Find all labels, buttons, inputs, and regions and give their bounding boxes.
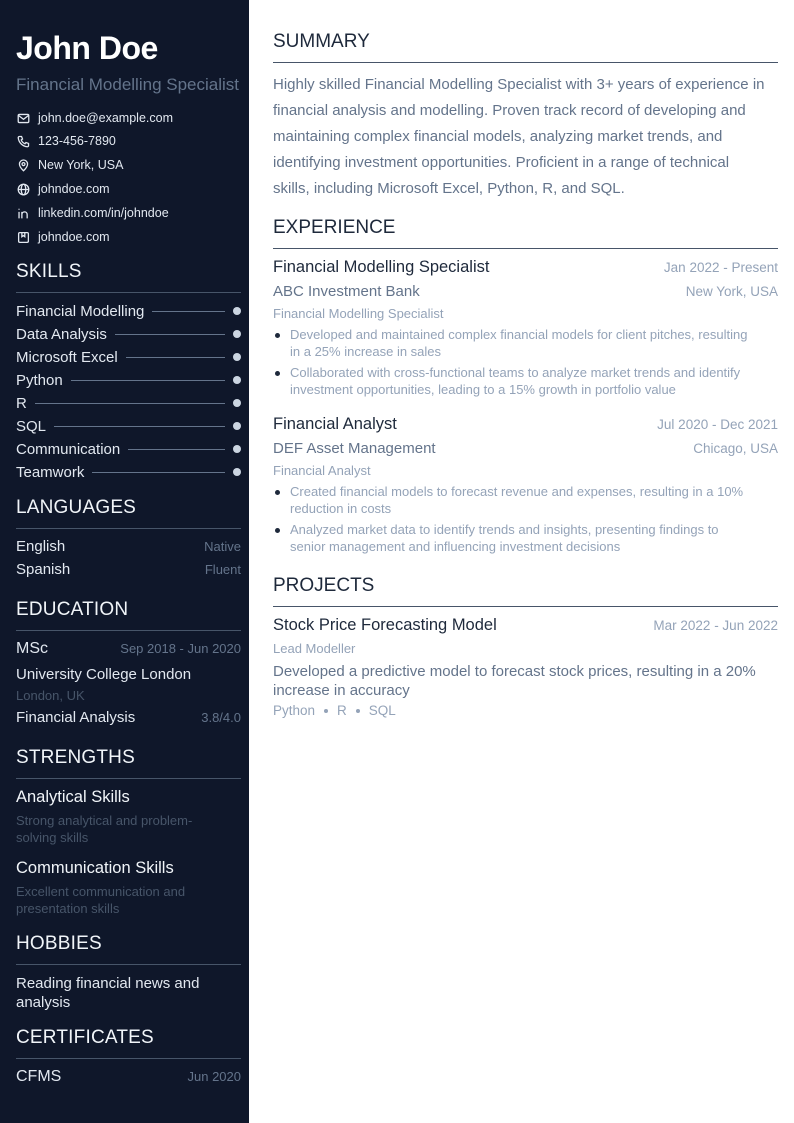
skill-level-dot [233, 376, 241, 384]
strength-desc-line: Strong analytical and problem- [16, 813, 193, 828]
skill-level-dot [233, 307, 241, 315]
project-header [273, 616, 778, 635]
projects-heading: PROJECTS [273, 575, 375, 596]
skill-item: Financial Modelling [16, 301, 241, 321]
certificate-date: Jun 2020 [187, 1069, 241, 1084]
project-description: Developed a predictive model to forecast stock prices, resulting in a 20% increase in accuracy [273, 663, 756, 699]
education-dates: Sep 2018 - Jun 2020 [120, 641, 241, 656]
skill-level-dot [233, 353, 241, 361]
contact-email[interactable] [16, 109, 173, 127]
job-bullets [273, 326, 778, 402]
globe-icon [16, 182, 30, 196]
skill-level-dot [233, 330, 241, 338]
project-keyword: SQL [368, 703, 396, 718]
project-role: Lead Modeller [273, 641, 356, 656]
job-title: Financial Modelling Specialist [273, 258, 490, 276]
summary-line: Highly skilled Financial Modelling Specialist with 3+ years of experience in [273, 76, 765, 93]
education-field: Financial Analysis [16, 709, 136, 726]
project-keywords [273, 703, 396, 718]
skill-item: R [16, 393, 241, 413]
candidate-name: John Doe [16, 30, 158, 66]
summary-text [273, 72, 778, 202]
project-title: Stock Price Forecasting Model [273, 616, 497, 634]
contact-location-text: New York, USA [38, 158, 124, 172]
education-school: University College London [16, 666, 192, 683]
job-company-row [273, 440, 778, 457]
education-divider [16, 630, 241, 631]
mail-icon [16, 111, 30, 125]
skill-item: Microsoft Excel [16, 347, 241, 367]
candidate-role: Financial Modelling Specialist [16, 75, 240, 94]
skill-item: Communication [16, 439, 241, 459]
skill-item: Python [16, 370, 241, 390]
experience-divider [273, 248, 778, 249]
summary-line: maintaining complex financial models, analyzing market trends, and [273, 128, 723, 145]
skills-heading: SKILLS [16, 261, 82, 282]
summary-line: skills, including Microsoft Excel, Python, R, and SQL. [273, 180, 625, 197]
hobbies-divider [16, 964, 241, 965]
hobby-line: Reading financial news and [16, 975, 200, 992]
certificate-name: CFMS [16, 1068, 62, 1085]
job-company-row [273, 283, 778, 300]
strengths-heading: STRENGTHS [16, 747, 135, 768]
skills-divider [16, 292, 241, 293]
job-bullets [273, 483, 778, 559]
skill-item: Data Analysis [16, 324, 241, 344]
education-heading: EDUCATION [16, 599, 129, 620]
projects-divider [273, 606, 778, 607]
skill-level-dot [233, 468, 241, 476]
skill-level-dot [233, 399, 241, 407]
education-location: London, UK [16, 688, 85, 703]
education-degree: MSc [16, 640, 48, 657]
certificates-heading: CERTIFICATES [16, 1027, 154, 1048]
summary-heading: SUMMARY [273, 31, 370, 52]
strength-title: Communication Skills [16, 859, 174, 877]
linkedin-icon [16, 206, 30, 220]
summary-line: financial analysis and modelling. Proven track record of developing and [273, 102, 746, 119]
job-company: ABC Investment Bank [273, 283, 420, 300]
main-content [273, 0, 778, 1123]
contact-phone-text: 123-456-7890 [38, 134, 116, 148]
job-bullet: Created financial models to forecast revenue and expenses, resulting in a 10% reduction in costs [273, 483, 778, 517]
summary-line: identifying investment opportunities. Proficient in a range of technical [273, 154, 730, 171]
strengths-divider [16, 778, 241, 779]
job-bullet: Collaborated with cross-functional teams to analyze market trends and identify investment opportunities, leading to a 15% growth in portfolio value [273, 364, 778, 398]
contact-location [16, 156, 123, 174]
phone-icon [16, 134, 30, 148]
bookmark-icon [16, 230, 30, 244]
keyword-separator [356, 709, 360, 713]
language-item: English Native [16, 538, 241, 555]
skill-level-dot [233, 445, 241, 453]
contact-portfolio[interactable] [16, 228, 110, 246]
certificates-divider [16, 1058, 241, 1059]
contact-linkedin[interactable] [16, 204, 169, 222]
job-position: Financial Modelling Specialist [273, 306, 444, 321]
sidebar [0, 0, 249, 1123]
job-dates: Jan 2022 - Present [663, 260, 778, 275]
education-degree-row [16, 640, 241, 658]
strength-desc-line: Excellent communication and [16, 884, 186, 899]
job-header [273, 258, 778, 277]
skill-item: Teamwork [16, 462, 241, 482]
languages-heading: LANGUAGES [16, 497, 137, 518]
experience-heading: EXPERIENCE [273, 217, 396, 238]
strength-title: Analytical Skills [16, 788, 130, 806]
project-keyword: Python [273, 703, 316, 718]
certificate-item [16, 1068, 241, 1086]
job-bullet: Developed and maintained complex financial models for client pitches, resulting in a 25% increase in sales [273, 326, 778, 360]
contact-website[interactable] [16, 180, 110, 198]
strength-desc-line: solving skills [16, 830, 89, 845]
hobbies-heading: HOBBIES [16, 933, 102, 954]
contact-email-text: john.doe@example.com [38, 111, 173, 125]
summary-divider [273, 62, 778, 63]
job-bullet: Analyzed market data to identify trends and insights, presenting findings to senior management and influencing investment decisions [273, 521, 778, 555]
hobby-line: analysis [16, 994, 71, 1011]
education-field-row [16, 709, 241, 726]
contact-phone[interactable] [16, 132, 116, 150]
project-dates: Mar 2022 - Jun 2022 [653, 618, 778, 633]
skill-item: SQL [16, 416, 241, 436]
education-grade: 3.8/4.0 [201, 710, 241, 725]
contact-portfolio-text: johndoe.com [38, 230, 110, 244]
job-title: Financial Analyst [273, 415, 397, 433]
job-header [273, 415, 778, 434]
contact-linkedin-text: linkedin.com/in/johndoe [38, 206, 169, 220]
job-location: Chicago, USA [693, 441, 778, 456]
language-item: Spanish Fluent [16, 561, 241, 578]
skill-level-dot [233, 422, 241, 430]
contact-website-text: johndoe.com [38, 182, 110, 196]
languages-divider [16, 528, 241, 529]
location-icon [16, 158, 30, 172]
job-position: Financial Analyst [273, 463, 371, 478]
job-company: DEF Asset Management [273, 440, 436, 457]
job-location: New York, USA [685, 284, 778, 299]
project-keyword: R [337, 703, 347, 718]
job-dates: Jul 2020 - Dec 2021 [657, 417, 778, 432]
strength-desc-line: presentation skills [16, 901, 120, 916]
keyword-separator [324, 709, 328, 713]
